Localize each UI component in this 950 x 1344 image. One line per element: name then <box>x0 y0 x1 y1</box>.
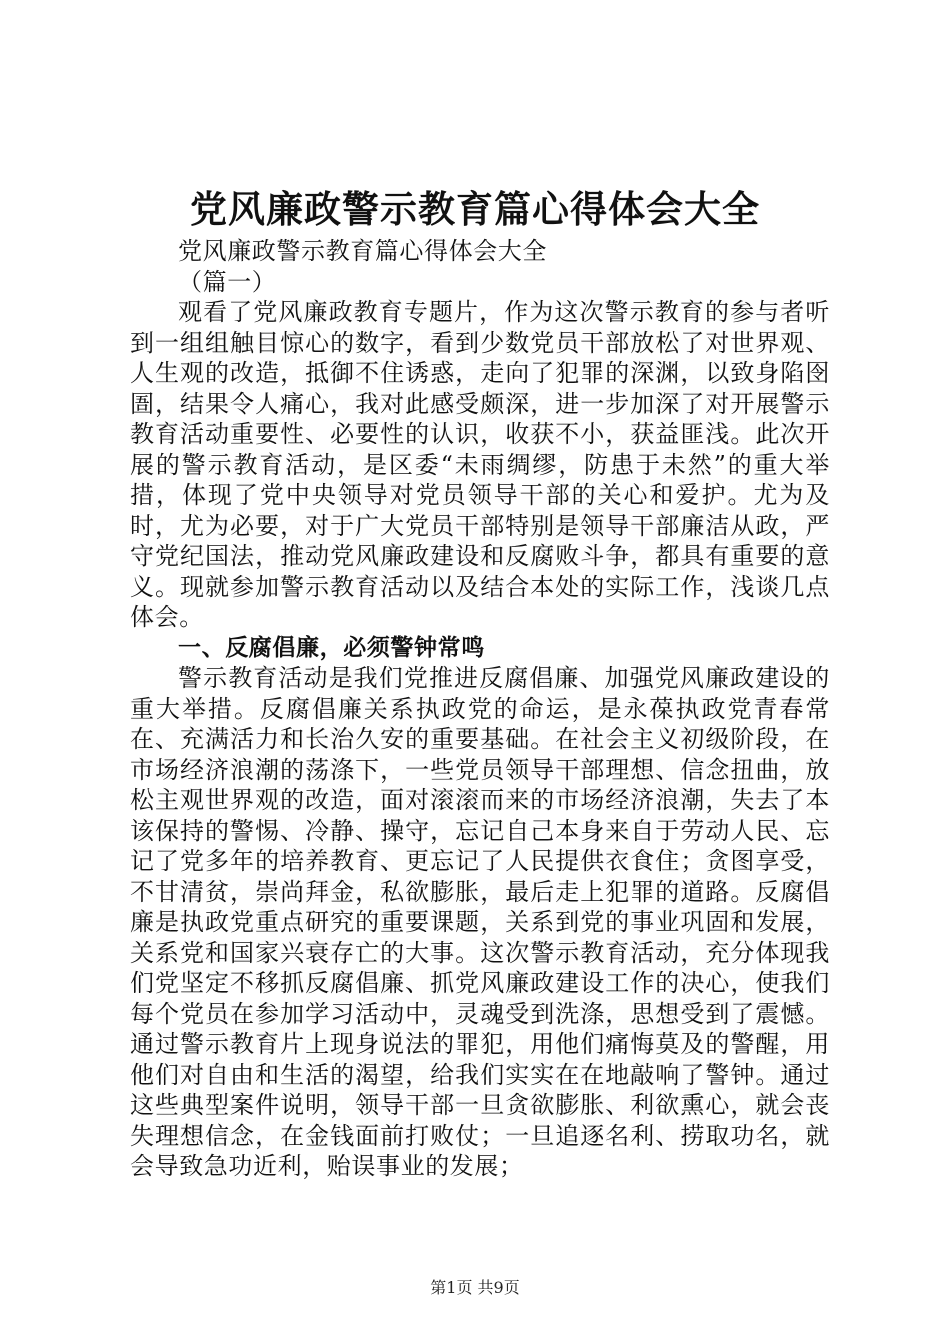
document-body <box>130 236 830 1182</box>
subtitle: 党风廉政警示教育篇心得体会大全 <box>178 237 547 265</box>
document-title: 党风廉政警示教育篇心得体会大全 <box>190 188 760 231</box>
page-footer: 第1页 共9页 <box>430 1278 520 1297</box>
section-heading: 一、反腐倡廉，必须警钟常鸣 <box>178 634 485 661</box>
paragraph: 警示教育活动是我们党推进反腐倡廉、加强党风廉政建设的重大举措。反腐倡廉关系执政党的命运，是永葆执政党青春常在、充满活力和长治久安的重要基础。在社会主义初级阶段，在市场经济浪潮的荡涤下，一些党员领导干部理想、信念扭曲，放松主观世界观的改造，面对滚滚而来的市场经济浪潮，失去了本该保持的警惕、冷静、操守，忘记自己本身来自于劳动人民、忘记了党多年的培养教育、更忘记了人民提供衣食住；贪图享受，不甘清贫，崇尚拜金，私欲膨胀，最后走上犯罪的道路。反腐倡廉是执政党重点研究的重要课题，关系到党的事业巩固和发展，关系党和国家兴衰存亡的大事。这次警示教育活动，充分体现我们党坚定不移抓反腐倡廉、抓党风廉政建设工作的决心，使我们每个党员在参加学习活动中，灵魂受到洗涤，思想受到了震憾。通过警示教育片上现身说法的罪犯，用他们痛悔莫及的警醒，用他们对自由和生活的渴望，给我们实实在在地敲响了警钟。通过这些典型案件说明，领导干部一旦贪欲膨胀、利欲熏心，就会丧失理想信念，在金钱面前打败仗；一旦追逐名利、捞取功名，就会导致急功近利，贻误事业的发展； <box>130 664 830 1180</box>
paragraph: 观看了党风廉政教育专题片，作为这次警示教育的参与者听到一组组触目惊心的数字，看到少数党员干部放松了对世界观、人生观的改造，抵御不住诱惑，走向了犯罪的深渊，以致身陷囹圄，结果令人痛心，我对此感受颇深，进一步加深了对开展警示教育活动重要性、必要性的认识，收获不小，获益匪浅。此次开展的警示教育活动，是区委“未雨绸缪，防患于未然”的重大举措，体现了党中央领导对党员领导干部的关心和爱护。尤为及时，尤为必要，对于广大党员干部特别是领导干部廉洁从政，严守党纪国法，推动党风廉政建设和反腐败斗争，都具有重要的意义。现就参加警示教育活动以及结合本处的实际工作，浅谈几点体会。 <box>130 298 830 631</box>
section-marker: （篇一） <box>178 267 277 296</box>
